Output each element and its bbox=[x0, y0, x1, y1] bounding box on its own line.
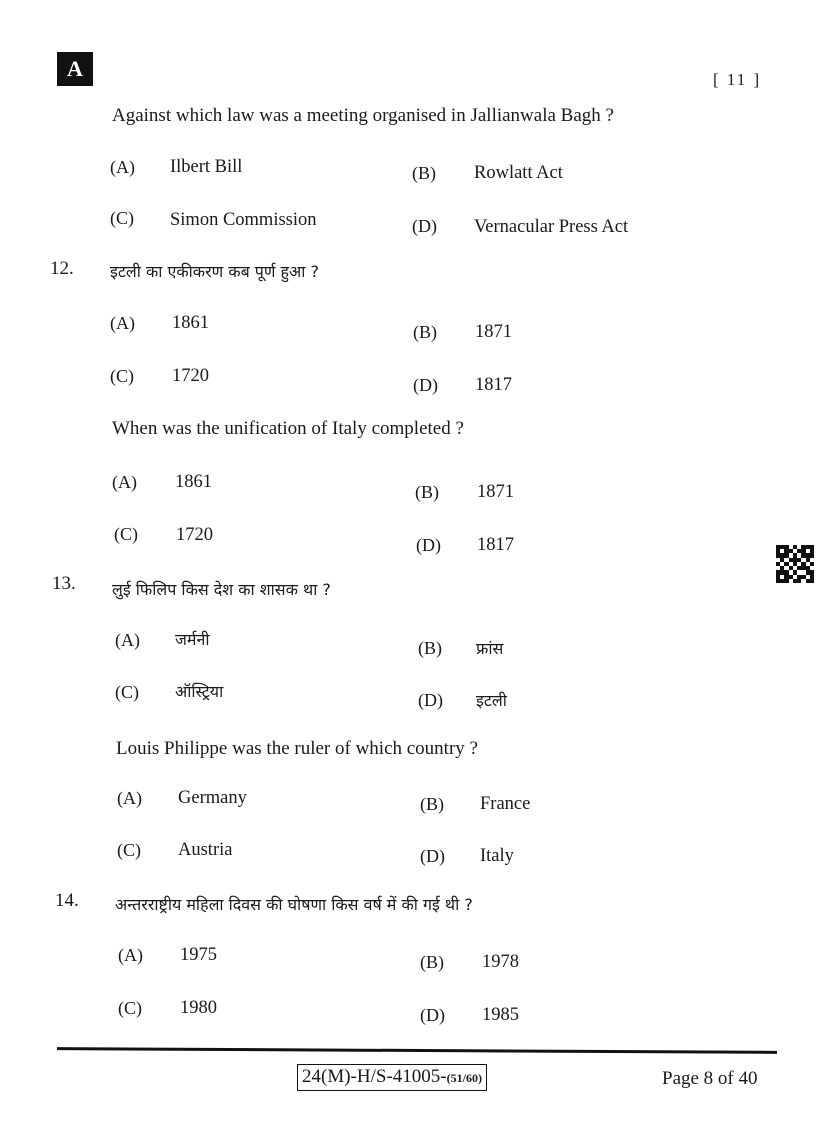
option-label: (A) bbox=[110, 313, 135, 333]
option-label: (D) bbox=[418, 690, 443, 710]
option-value: 1978 bbox=[482, 952, 519, 972]
footer-divider bbox=[57, 1047, 777, 1054]
option-label: (C) bbox=[110, 208, 134, 228]
option-value: Germany bbox=[178, 788, 247, 808]
question-number: 14. bbox=[55, 890, 79, 911]
option-value: Vernacular Press Act bbox=[474, 217, 629, 237]
option-label: (A) bbox=[115, 630, 140, 650]
option-value: 1975 bbox=[180, 945, 217, 965]
option-label: (A) bbox=[118, 945, 143, 965]
option-value: इटली bbox=[476, 691, 507, 710]
question-13-hindi: लुई फिलिप किस देश का शासक था ? bbox=[112, 580, 331, 599]
option-label: (B) bbox=[420, 952, 444, 972]
option-label: (D) bbox=[420, 846, 445, 866]
option-value: जर्मनी bbox=[175, 630, 210, 649]
option-value: 1720 bbox=[172, 366, 209, 386]
option-value: France bbox=[480, 794, 531, 814]
option-value: Ilbert Bill bbox=[170, 157, 243, 177]
option-label: (C) bbox=[117, 840, 141, 860]
question-12-english: When was the unification of Italy completed ? bbox=[112, 418, 464, 439]
option-value: फ्रांस bbox=[476, 639, 504, 658]
option-value: ऑस्ट्रिया bbox=[175, 682, 224, 701]
question-number: 13. bbox=[52, 573, 76, 594]
option-label: (D) bbox=[416, 535, 441, 555]
option-label: (C) bbox=[118, 998, 142, 1018]
option-value: 1720 bbox=[176, 525, 213, 545]
option-value: 1871 bbox=[475, 322, 512, 342]
option-label: (D) bbox=[412, 216, 437, 236]
paper-code-suffix: (51/60) bbox=[446, 1071, 482, 1085]
option-label: (C) bbox=[114, 524, 138, 544]
option-label: (C) bbox=[115, 682, 139, 702]
option-label: (D) bbox=[420, 1005, 445, 1025]
question-12-hindi: इटली का एकीकरण कब पूर्ण हुआ ? bbox=[110, 262, 319, 281]
option-label: (A) bbox=[110, 157, 135, 177]
question-number: 12. bbox=[50, 258, 74, 279]
option-label: (B) bbox=[412, 163, 436, 183]
page-number: Page 8 of 40 bbox=[662, 1068, 758, 1089]
option-label: (B) bbox=[413, 322, 437, 342]
question-11-english: Against which law was a meeting organised in Jallianwala Bagh ? bbox=[112, 105, 614, 126]
option-value: Austria bbox=[178, 840, 233, 860]
option-label: (A) bbox=[112, 472, 137, 492]
option-label: (D) bbox=[413, 375, 438, 395]
option-label: (C) bbox=[110, 366, 134, 386]
option-label: (B) bbox=[420, 794, 444, 814]
option-label: (B) bbox=[418, 638, 442, 658]
page-mark: [ 11 ] bbox=[713, 70, 762, 89]
option-value: 1817 bbox=[477, 535, 514, 555]
option-value: 1985 bbox=[482, 1005, 519, 1025]
option-value: 1980 bbox=[180, 998, 217, 1018]
option-value: 1817 bbox=[475, 375, 512, 395]
question-13-english: Louis Philippe was the ruler of which country ? bbox=[116, 738, 478, 759]
option-value: 1861 bbox=[175, 472, 212, 492]
option-value: 1871 bbox=[477, 482, 514, 502]
option-label: (A) bbox=[117, 788, 142, 808]
option-value: Italy bbox=[480, 846, 514, 866]
paper-code-text: 24(M)-H/S-41005- bbox=[302, 1066, 447, 1087]
qr-code bbox=[776, 545, 814, 583]
set-badge: A bbox=[57, 52, 93, 86]
question-14-hindi: अन्तरराष्ट्रीय महिला दिवस की घोषणा किस वर्ष में की गई थी ? bbox=[115, 895, 473, 914]
option-value: 1861 bbox=[172, 313, 209, 333]
paper-code bbox=[297, 1064, 487, 1091]
option-value: Simon Commission bbox=[170, 210, 317, 230]
option-value: Rowlatt Act bbox=[474, 163, 563, 183]
option-label: (B) bbox=[415, 482, 439, 502]
